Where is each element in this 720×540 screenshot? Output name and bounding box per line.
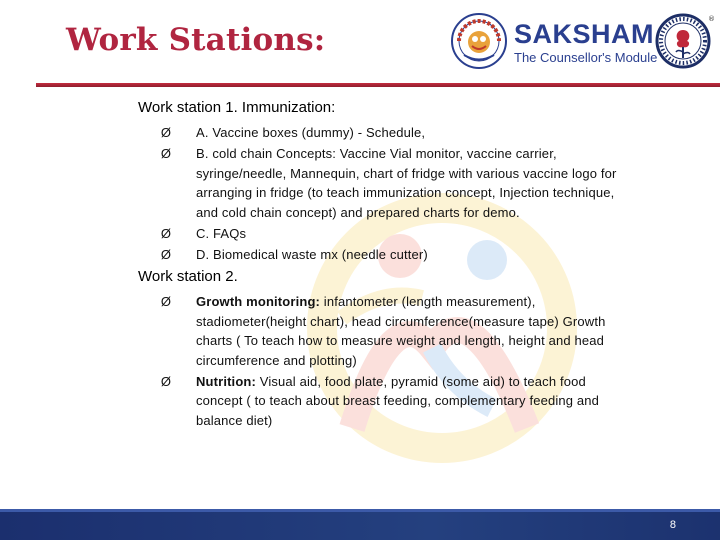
saksham-tagline: The Counsellor's Module	[514, 50, 658, 65]
list-item-text: B. cold chain Concepts: Vaccine Vial monitor, vaccine carrier, syringe/needle, Mannequin, chart of fridge with various vaccine logo for arranging in fridge (to teach immunization concept, Injection technique, and cold chain concept) and prepared charts for demo.	[196, 146, 617, 220]
seal-logo	[654, 12, 715, 74]
arrow-bullet-icon: Ø	[160, 146, 172, 161]
list-item-text: Visual aid, food plate, pyramid (some aid) to teach food concept ( to teach about breast feeding, complementary feeding and balance diet)	[196, 373, 600, 428]
list-item	[158, 224, 618, 244]
page-number: 8	[669, 519, 676, 531]
arrow-bullet-icon: Ø	[160, 373, 172, 389]
slide-title: Work Stations:	[66, 22, 326, 58]
svg-text:®: ®	[708, 15, 715, 23]
slide-body	[138, 96, 618, 432]
station-1-list	[138, 123, 618, 264]
list-item-text: C. FAQs	[196, 225, 247, 241]
list-item-text: infantometer (length measurement), stadiometer(height chart), head circumference(measure tape) Growth charts ( To teach how to measure weight and length, height and head circumference and plotting)	[196, 294, 606, 368]
footer-bar	[0, 512, 720, 540]
list-item-text: A. Vaccine boxes (dummy) - Schedule,	[196, 125, 426, 140]
list-item	[158, 372, 618, 431]
list-item	[158, 123, 618, 143]
arrow-bullet-icon: Ø	[160, 246, 172, 262]
title-underline	[36, 83, 720, 87]
saksham-logo	[514, 21, 657, 65]
station-1-heading: Work station 1. Immunization:	[138, 99, 336, 116]
emblem-logo	[450, 12, 508, 70]
arrow-bullet-icon: Ø	[160, 125, 172, 140]
station-2-list	[138, 292, 618, 430]
station-2-heading: Work station 2.	[138, 268, 238, 285]
list-item-lead: Nutrition:	[196, 373, 256, 389]
arrow-bullet-icon: Ø	[160, 225, 172, 241]
list-item-lead: Growth monitoring:	[196, 294, 321, 309]
saksham-wordmark: SAKSHAM	[514, 19, 655, 49]
arrow-bullet-icon: Ø	[160, 294, 172, 309]
list-item	[158, 144, 618, 222]
list-item-text: D. Biomedical waste mx (needle cutter)	[196, 246, 428, 262]
list-item	[158, 245, 618, 265]
list-item	[158, 292, 618, 370]
